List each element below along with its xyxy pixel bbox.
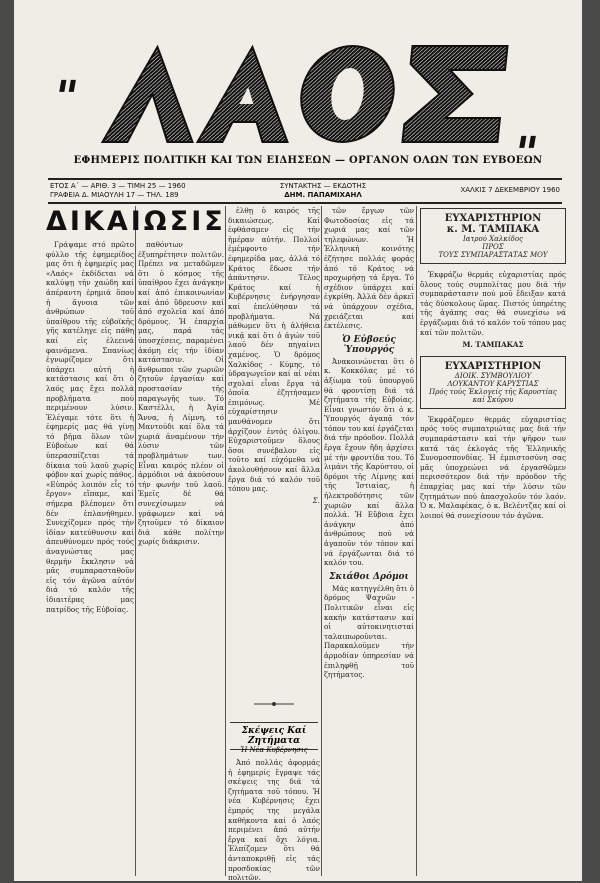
article-text: Μάς κατηγγέλθη ὅτι ὁ δρόμος Ψαχνῶν - Πολιτικῶν εἶναι εἰς κακήν κατάστασιν καί οἱ αὐτοκινητισταί ταλαιπωροῦνται. Παρακαλοῦμεν τήν ἁρμοδίαν ὑπηρεσίαν νά ἐπιληφθῇ τοῦ ζητήματος.: [324, 583, 414, 680]
notice-title: ΕΥΧΑΡΙΣΤΗΡΙΟΝ: [444, 360, 542, 372]
notice-text: Ἐκφράζομεν θερμάς εὐχαριστίας πρός τούς συμπατριώτας μας διά τήν συμπαράστασιν καί τήν ψῆφον των κατά τάς ἐκλογάς τῆς Ἑλληνικῆς Συνομοσπονδίας. Ἡ ἐμπιστοσύνη σας μᾶς ὑποχρεώνει νά ἐργασθῶμεν περισσότερον διά τήν πρόοδον τῆς ἐπαρχίας μας καί τήν λύσιν τῶν ζητημάτων πού ἀπασχολοῦν τόν λαόν. Ὁ κ. Μαλαφέκας, ὁ κ. Βελέντζας καί οἱ λοιποί θά συνεχίσουν τόν ἀγῶνα.: [420, 414, 566, 520]
newspaper-page: [14, 0, 582, 881]
notice-name: κ. Μ. ΤΑΜΠΑΚΑ: [446, 224, 540, 235]
column-rule: [135, 206, 136, 876]
article-signature: Σ.: [312, 495, 320, 505]
article-column-5: [420, 206, 566, 876]
info-editor-name: ΔΗΜ. ΠΑΠΑΜΙΧΑΗΛ: [284, 191, 362, 199]
notice-signature: Μ. ΤΑΜΠΑΚΑΣ: [462, 340, 524, 350]
headline: ΔΙΚΑΙΩΣΙΣ: [46, 206, 226, 237]
divider-ornament: [254, 700, 294, 708]
notice-title: ΕΥΧΑΡΙΣΤΗΡΙΟΝ: [444, 213, 542, 224]
info-center: [248, 182, 398, 200]
article-column-1: [46, 240, 134, 876]
notice-sub: ΛΟΥΚΑΝΤΟΥ ΚΑΡΥΣΤΙΑΣ: [447, 379, 539, 388]
column-rule: [416, 206, 417, 876]
article-column-3: [228, 206, 320, 696]
info-office: ΓΡΑΦΕΙΑ Δ. ΜΙΑΟΥΛΗ 17 — ΤΗΛ. 189: [50, 191, 179, 199]
masthead-right-quote: ": [509, 128, 542, 179]
section-heading: Σκιάθοι Δρόμοι: [329, 571, 409, 582]
section-heading: Σκέψεις Καί Ζητήματα: [230, 722, 318, 750]
notice-name: ΔΙΟΙΚ. ΣΥΜΒΟΥΛΙΟΥ: [454, 371, 532, 380]
info-left: [50, 182, 186, 200]
article-text: Γράψαμε στό πρῶτο φύλλο τῆς ἐφημερίδος μας ὅτι ἡ ἐφημερίς μας «Λαός» ἐκδίδεται νά καλύψῃ τήν χαώδη καί ἀπέραντη ἐρημιά ὅπου ἡ ἄγνοια τῶν ἀνθρώπων τοῦ ὑπαίθρου τῆς εὐβοϊκῆς γῆς κατέληγε εἰς πάθη καί εἰς ἐλεεινά φαινόμενα. Σπανίως ἐγνωρίζομεν ὅτι ὑπάρχει αὐτή ἡ κατάστασις καί ὅτι ὁ λαός μας ἔχει πολλά προβλήματα πού περιμένουν λύσιν. Ἐλέγαμε τότε ὅτι ἡ ἐφημερίς μας θά γίνῃ τό βῆμα ὅλων τῶν Εὐβοέων καί θά ὑπερασπίζεται τά δίκαια τοῦ λαοῦ χωρίς φόβον καί χωρίς πάθος. «Εὐπρός λοιπόν εἶς τό ἔργον» εἴπαμε, καί σήμερα βλέπομεν ὅτι δέν ἐπλανήθημεν. Συνεχίζομεν πρός τήν ἰδίαν κατεύθυνσιν καί ἀπευθύνομεν πρός τούς ἀναγνώστας μας θερμήν ἔκκλησιν νά μᾶς συμπαρασταθοῦν εἰς τόν ἀγῶνα αὐτόν διά τό καλόν τῆς ἰδιαιτέρας μας πατρίδος τῆς Εὐβοίας.: [46, 240, 134, 614]
info-bar: [48, 178, 562, 204]
article-column-2: [138, 240, 224, 876]
notice-to: Πρός τούς Ἐκλογείς τῆς Καρυστίας καί Σκύρου: [429, 387, 557, 404]
article-column-4: [324, 206, 414, 876]
info-year-issue: ΕΤΟΣ Α΄ — ΑΡΙΘ. 3 — ΤΙΜΗ 25 — 1960: [50, 182, 186, 190]
article-text: παθόντων ἐξυπηρέτησιν πολιτῶν. Πρέπει να μεταδῶμεν ὅτι ὁ κόσμος τῆς ὑπαίθρου ἔχει ἀνάγκην καί ἀπό ἐπικοινωνίαν καί ἀπό ὕδρευσιν καί ἀπό σχολεῖα καί ἀπό δρόμους. Ἡ ἐπαρχία μας, παρά τάς ὑποσχέσεις, παραμένει ἀκόμη εἰς τήν ἰδίαν κατάστασιν. Οἱ ἄνθρωποι τῶν χωριῶν ζητοῦν ἐργασίαν καί προστασίαν τῆς παραγωγῆς των. Τό Καστέλλι, ἡ Ἀγία Ἄννα, ἡ Λίμνη, τό Μαντούδι καί ὅλα τά χωριά ἀναμένουν τήν λύσιν τῶν προβλημάτων των. Εἶναι καιρός πλέον οἱ ἁρμόδιοι νά ἀκούσουν τήν φωνήν τοῦ λαοῦ. Ἐμεῖς δέ θά συνεχίσωμεν νά γράφωμεν καί νά ζητοῦμεν τό δίκαιον διά κάθε πολίτην χωρίς διάκρισιν.: [138, 240, 224, 547]
column-rule: [321, 206, 322, 876]
notice-to: ΠΡΟΣ: [482, 243, 504, 251]
thank-you-notice-1: [420, 208, 566, 264]
article-text: τῶν ἔργων τῶν Φωτοδοσίας εἰς τά χωριά μας καί τῶν τηλεφώνων. Ἡ Ἑλληνική κοινότης ἐζήτησε πολλάς φοράς ἀπό τό Κράτος νά προχωρήσῃ τά ἔργα. Τό σχέδιον ὑπάρχει καί ἐγκρίθη. Ἀλλά δέν ἀρκεῖ νά ὑπάρχουν σχέδια, χρειάζεται καί ἐκτέλεσις.: [324, 206, 414, 331]
notice-role: Ιατρού Χαλκίδος: [462, 235, 523, 243]
article-text: ἐλθῃ ὁ καιρός τῆς δικαιώσεως. Καί ἐφθάσαμεν εἰς τήν ἡμέραν αὐτήν. Πολλοί ἐμέμφοντο τήν ἐφημερίδα μας, ἀλλά τό Κράτος ἔδωσε τήν ἀπάντησιν. Τέλος Κράτος καί ἡ Κυβέρνησις ἐνήργησαν καί ἐπελύθησαν τά προβλήματα. Νά μάθωμεν ὅτι ἡ ἀλήθεια νικᾷ καί ὅτι ὁ ἀγών τοῦ λαοῦ δέν πηγαίνει χαμένος. Ὁ δρόμος Χαλκίδος - Κύμης, τό ὑδραγωγεῖον καί αἱ νέαι σχολαί εἶναι ἔργα τά ὁποῖα ἐζητήσαμεν ἐπιμόνως. Μέ εὐχαρίστησιν μανθάνομεν ὅτι ἀρχίζουν ἐντός ὀλίγου. Εὐχαριστοῦμεν ὅλους ὅσοι συνέβαλον εἰς τοῦτο καί εὐχόμεθα νά ἀκολουθήσουν καί ἄλλα ἔργα διά τό καλόν τοῦ τόπου μας.: [228, 206, 320, 494]
article-text: Ἀπό πολλάς ἀφορμάς ἡ ἐφημερίς ἔγραψε τάς σκέψεις της διά τά ζητήματα τοῦ τόπου. Ἡ νέα Κυβέρνησις ἔχει ἐμπρός της μεγάλα καθήκοντα καί ὁ λαός περιμένει ἀπό αὐτήν ἔργα καί ὄχι λόγια. Ἐλπίζομεν ὅτι θά ἀνταποκριθῇ εἰς τάς προσδοκίας τῶν πολιτῶν.: [228, 758, 320, 883]
thank-you-notice-2: [420, 356, 566, 409]
section-heading: Ὁ Εὐβοεύς Ὑπουργός: [342, 334, 396, 355]
info-editor-role: ΣΥΝΤΑΚΤΗΣ — ΕΚΔΟΤΗΣ: [279, 182, 367, 190]
article-text: Ἀνακοινώνεται ὅτι ὁ κ. Κοκκόλας μέ τό ἀξίωμα τοῦ ὑπουργοῦ θά φροντίσῃ διά τά ζητήματα τῆς Εὐβοίας. Εἶναι γνωστόν ὅτι ὁ κ. Ὑπουργός ἀγαπᾷ τόν τόπον του καί ἐργάζεται διά τήν πρόοδον. Πολλά ἔργα ἔχουν ἤδη ἀρχίσει μέ τήν φροντίδα του. Τό λιμάνι τῆς Καρύστου, οἱ δρόμοι τῆς Λίμνης καί τῆς Ἱστιαίας, ἡ ἠλεκτροδότησις τῶν χωριῶν καί ἄλλα πολλά. Ἡ Εὔβοια ἔχει ἀνάγκην ἀπό ἀνθρώπους πού νά ἀγαποῦν τόν τόπον καί νά ἐργάζωνται διά τό καλόν του.: [324, 356, 414, 568]
section-subheading: Ἡ Νέα Κυβέρνησις: [240, 746, 308, 754]
article-column-3b: [228, 758, 320, 883]
column-rule: [225, 206, 226, 876]
masthead-subtitle: ΕΦΗΜΕΡΙΣ ΠΟΛΙΤΙΚΗ ΚΑΙ ΤΩΝ ΕΙΔΗΣΕΩΝ — ΟΡΓΑΝΟΝ ΟΛΩΝ ΤΩΝ ΕΥΒΟΕΩΝ: [73, 155, 543, 166]
info-date: ΧΑΛΚΙΣ 7 ΔΕΚΕΜΒΡΙΟΥ 1960: [460, 186, 560, 194]
masthead-title: [54, 32, 554, 152]
notice-recipients: ΤΟΥΣ ΣΥΜΠΑΡΑΣΤΑΤΑΣ ΜΟΥ: [438, 251, 548, 259]
masthead-left-quote: ": [49, 72, 82, 123]
notice-text: Ἐκφράζω θερμάς εὐχαριστίας πρός ὅλους τούς συμπολίτας μου διά τήν συμπαράστασιν πού μοῦ ἔδειξαν κατά τάς δύσκολους ὥρας. Πιστός ὑπηρέτης τῆς ἀγάπης σας θά συνεχίσω νά ἐργάζωμαι διά τό καλόν τοῦ τόπου μας καί τῶν πολιτῶν.: [420, 270, 566, 337]
